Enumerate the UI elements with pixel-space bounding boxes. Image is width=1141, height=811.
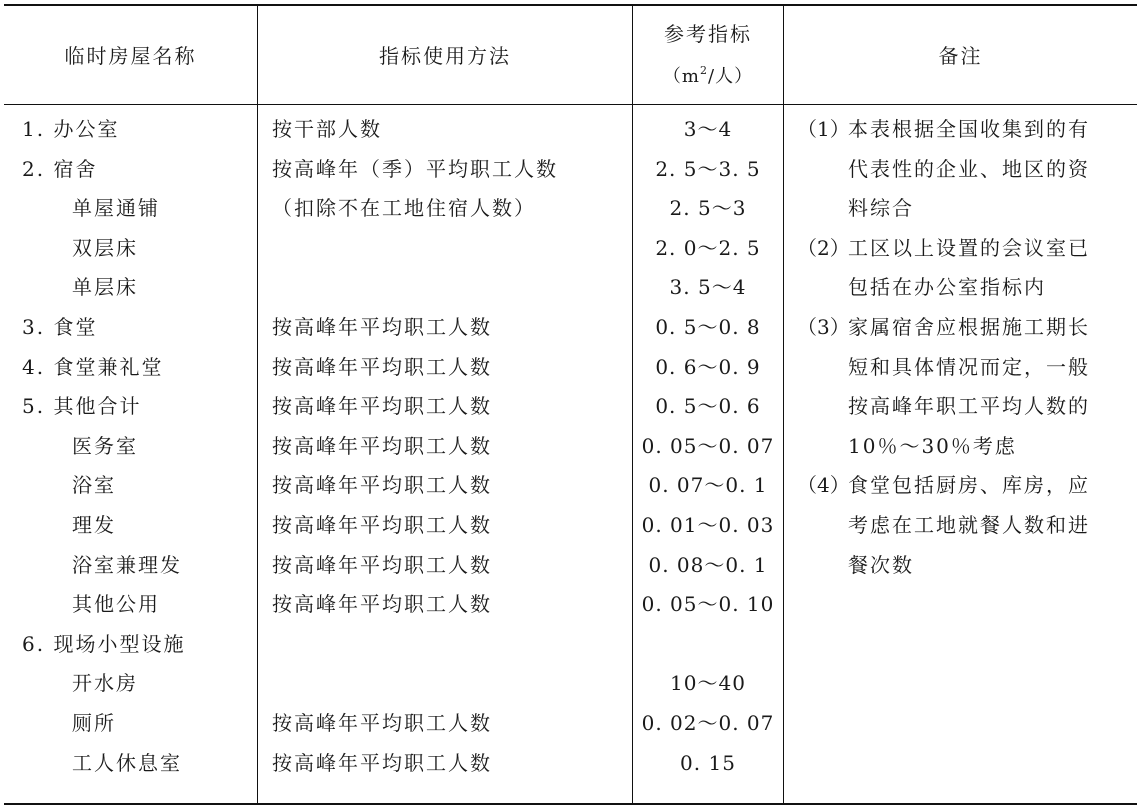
row-name: 理发 <box>72 513 116 537</box>
row-index: 0. 02～0. 07 <box>641 711 775 735</box>
note-marker: （2） <box>797 235 850 260</box>
note-text: 10％～30％考虑 <box>848 433 1017 458</box>
column-divider <box>257 5 258 805</box>
note-text: 餐次数 <box>848 552 914 577</box>
row-index: 2. 5～3. 5 <box>655 156 761 181</box>
header-notes: 备注 <box>938 44 983 68</box>
row-index: 10～40 <box>670 671 746 696</box>
note-text: 本表根据全国收集到的有 <box>848 117 1090 141</box>
row-method: （扣除不在工地住宿人数） <box>272 196 536 221</box>
note-text: 包括在办公室指标内 <box>848 275 1046 300</box>
header-index-unit-suffix: /人） <box>708 66 754 87</box>
row-name: 1. 办公室 <box>22 117 120 141</box>
row-method: 按高峰年平均职工人数 <box>272 750 492 775</box>
header-index-unit-sup: 2 <box>700 64 708 77</box>
row-name: 2. 宿舍 <box>22 156 98 181</box>
row-name: 单层床 <box>72 275 138 300</box>
row-name: 厕所 <box>72 711 116 735</box>
row-name: 浴室兼理发 <box>72 552 182 577</box>
note-marker: （1） <box>797 117 850 141</box>
note-marker: （4） <box>797 473 850 498</box>
header-index: 参考指标 <box>664 22 752 46</box>
column-divider <box>783 5 784 805</box>
note-text: 工区以上设置的会议室已 <box>848 235 1090 260</box>
row-name: 5. 其他合计 <box>22 394 142 419</box>
row-index: 2. 5～3 <box>669 196 747 221</box>
note-marker: （3） <box>797 315 850 339</box>
row-index: 0. 05～0. 07 <box>641 433 775 458</box>
note-text: 代表性的企业、地区的资 <box>848 156 1090 181</box>
row-name: 4. 食堂兼礼堂 <box>22 354 164 379</box>
row-index: 0. 08～0. 1 <box>648 552 768 577</box>
row-name: 其他公用 <box>72 592 160 617</box>
row-index: 0. 5～0. 8 <box>655 315 761 339</box>
row-name: 浴室 <box>72 473 116 498</box>
row-index: 0. 15 <box>680 750 736 775</box>
header-name: 临时房屋名称 <box>64 44 197 68</box>
row-method: 按高峰年平均职工人数 <box>272 592 492 617</box>
row-method: 按高峰年平均职工人数 <box>272 354 492 379</box>
header-method: 指标使用方法 <box>379 44 511 68</box>
table-bottom-rule <box>4 803 1137 805</box>
row-index: 0. 07～0. 1 <box>648 473 768 498</box>
row-name: 医务室 <box>72 433 138 458</box>
column-divider <box>632 5 633 805</box>
header-index-unit <box>633 62 783 88</box>
row-method: 按高峰年平均职工人数 <box>272 315 492 339</box>
row-name: 3. 食堂 <box>22 315 98 339</box>
table-top-rule <box>4 4 1137 6</box>
row-method: 按高峰年平均职工人数 <box>272 394 492 419</box>
row-index: 0. 05～0. 10 <box>641 592 775 617</box>
row-name: 6. 现场小型设施 <box>22 631 186 656</box>
row-name: 双层床 <box>72 235 138 260</box>
note-text: 考虑在工地就餐人数和进 <box>848 513 1090 537</box>
row-method: 按干部人数 <box>272 117 382 141</box>
row-method: 按高峰年平均职工人数 <box>272 513 492 537</box>
row-name: 单屋通铺 <box>72 196 160 221</box>
row-method: 按高峰年平均职工人数 <box>272 711 492 735</box>
row-index: 0. 5～0. 6 <box>655 394 761 419</box>
row-method: 按高峰年平均职工人数 <box>272 473 492 498</box>
row-index: 2. 0～2. 5 <box>655 235 761 260</box>
header-bottom-rule <box>4 104 1137 105</box>
row-method: 按高峰年平均职工人数 <box>272 552 492 577</box>
header-index-unit-prefix: （m <box>662 66 700 87</box>
row-index: 3～4 <box>683 117 733 141</box>
row-method: 按高峰年平均职工人数 <box>272 433 492 458</box>
row-index: 0. 01～0. 03 <box>641 513 775 537</box>
row-index: 3. 5～4 <box>669 275 747 300</box>
note-text: 按高峰年职工平均人数的 <box>848 394 1090 419</box>
row-index: 0. 6～0. 9 <box>655 354 761 379</box>
note-text: 料综合 <box>848 196 914 221</box>
row-name: 工人休息室 <box>72 750 182 775</box>
row-name: 开水房 <box>72 671 138 696</box>
note-text: 食堂包括厨房、库房，应 <box>848 473 1090 498</box>
note-text: 短和具体情况而定，一般 <box>848 354 1090 379</box>
note-text: 家属宿舍应根据施工期长 <box>848 315 1090 339</box>
row-method: 按高峰年（季）平均职工人数 <box>272 156 558 181</box>
